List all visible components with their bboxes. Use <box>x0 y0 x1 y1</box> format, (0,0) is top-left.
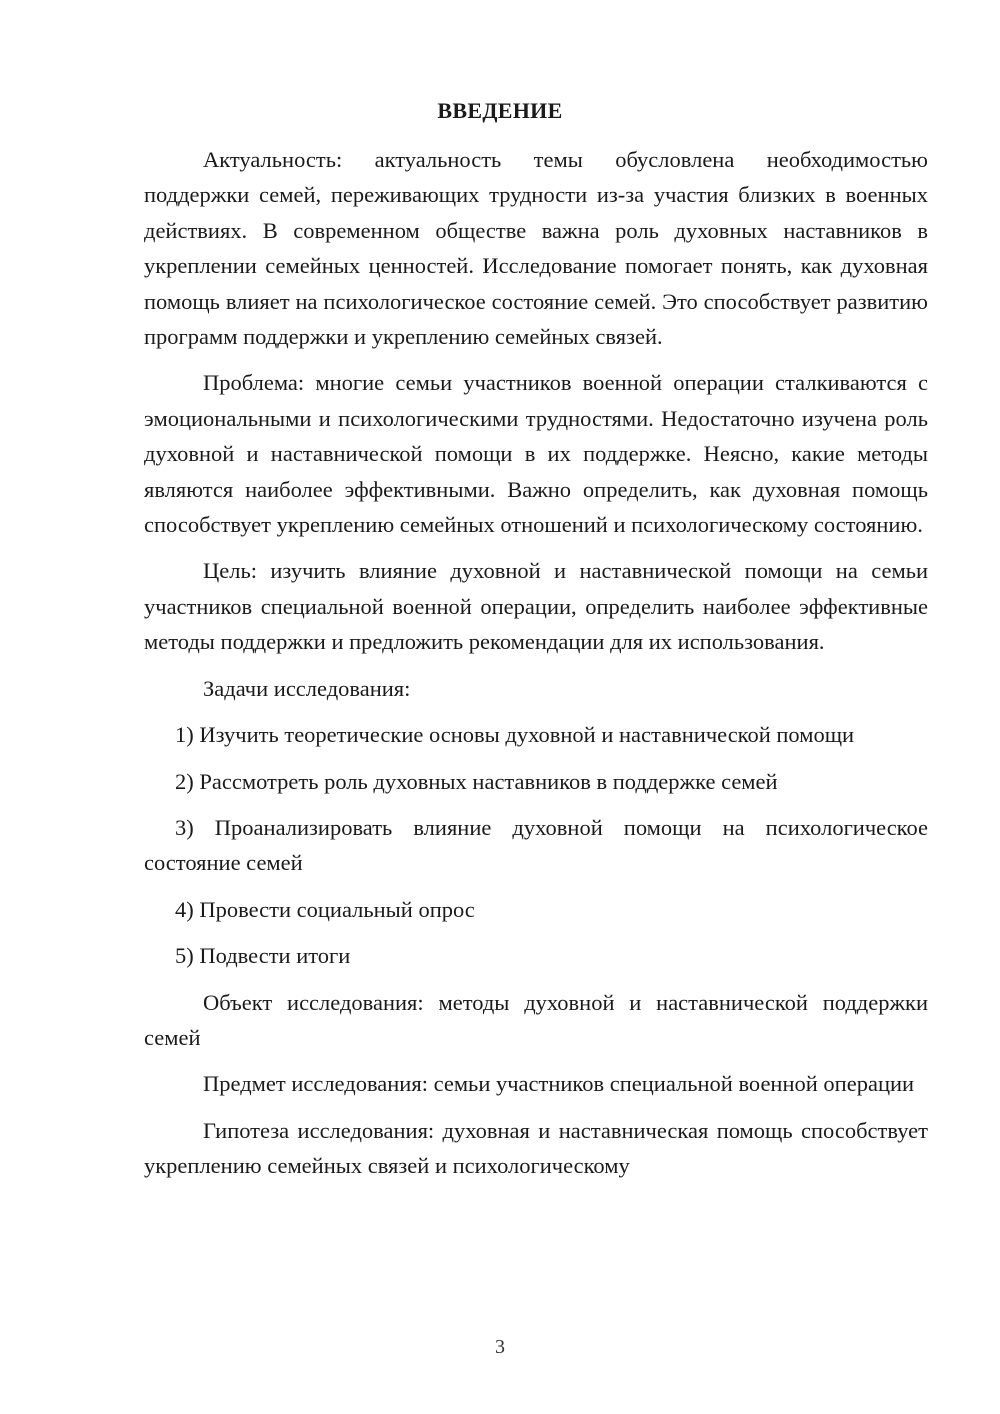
object-paragraph: Объект исследования: методы духовной и наставнической поддержки семей <box>144 989 928 1050</box>
tasks-heading: Задачи исследования: <box>203 675 411 701</box>
task-item: 2) Рассмотреть роль духовных наставников в поддержке семей <box>175 768 778 794</box>
task-item: 5) Подвести итоги <box>175 943 351 969</box>
task-item: 4) Провести социальный опрос <box>175 896 475 922</box>
subject-paragraph: Предмет исследования: семьи участников специальной военной операции <box>203 1071 915 1097</box>
problem-paragraph: Проблема: многие семьи участников военной операции сталкиваются с эмоциональными и психологическими трудностями. Недостаточно изучена роль духовной и наставнической помощи в их поддержке. Неясно, какие методы являются наиболее эффективными. Важно определить, как духовная помощь способствует укреплению семейных отношений и психологическому состоянию. <box>144 370 928 538</box>
goal-paragraph: Цель: изучить влияние духовной и наставнической помощи на семьи участников специальной военной операции, определить наиболее эффективные методы поддержки и предложить рекомендации для их использования. <box>144 558 928 655</box>
document-body <box>144 142 928 1195</box>
hypothesis-paragraph: Гипотеза исследования: духовная и наставническая помощь способствует укреплению семейных связей и психологическому <box>144 1117 928 1179</box>
task-item: 1) Изучить теоретические основы духовной и наставнической помощи <box>175 722 855 748</box>
relevance-paragraph: Актуальность: актуальность темы обусловлена необходимостью поддержки семей, переживающих трудности из-за участия близких в военных действиях. В современном обществе важна роль духовных наставников в укреплении семейных ценностей. Исследование помогает понять, как духовная помощь влияет на психологическое состояние семей. Это способствует развитию программ поддержки и укреплению семейных связей. <box>144 147 928 350</box>
task-item: 3) Проанализировать влияние духовной помощи на психологическое состояние семей <box>144 814 928 876</box>
page-number: 3 <box>495 1336 505 1358</box>
page-title: ВВЕДЕНИЕ <box>437 98 563 123</box>
